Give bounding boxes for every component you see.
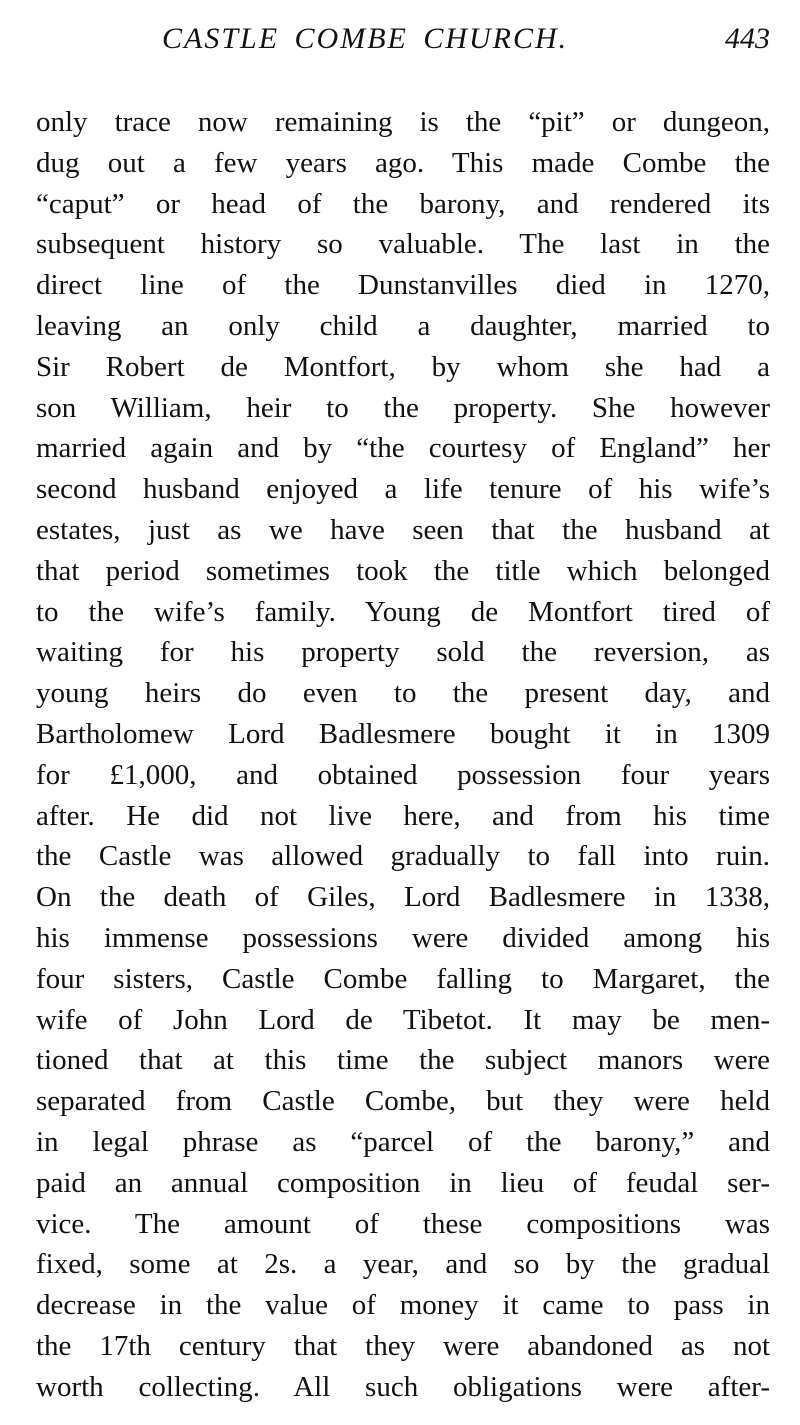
text-line: tioned that at this time the subject manors were xyxy=(36,1044,770,1077)
text-line: only trace now remaining is the “pit” or dungeon, xyxy=(36,106,770,138)
text-line: Bartholomew Lord Badlesmere bought it in 1309 xyxy=(36,717,770,750)
text-line: the 17th century that they were abandoned as not xyxy=(36,1329,770,1362)
text-line: Sir Robert de Montfort, by whom she had a xyxy=(36,350,770,383)
body-text xyxy=(36,102,770,1408)
page-number: 443 xyxy=(725,22,770,55)
text-line: his immense possessions were divided among his xyxy=(36,921,770,954)
text-line: second husband enjoyed a life tenure of his wife’s xyxy=(36,473,770,506)
text-line: vice. The amount of these compositions was xyxy=(36,1207,770,1240)
text-line: wife of John Lord de Tibetot. It may be men- xyxy=(36,1003,770,1036)
text-line: fixed, some at 2s. a year, and so by the gradual xyxy=(36,1248,770,1281)
text-line: that period sometimes took the title which belonged xyxy=(36,554,770,587)
text-line: decrease in the value of money it came to pass in xyxy=(36,1289,770,1322)
text-line: married again and by “the courtesy of England” her xyxy=(36,432,770,465)
text-line: waiting for his property sold the reversion, as xyxy=(36,636,770,669)
text-line: direct line of the Dunstanvilles died in 1270, xyxy=(36,269,770,302)
text-line: “caput” or head of the barony, and rendered its xyxy=(36,187,770,220)
text-line: On the death of Giles, Lord Badlesmere in 1338, xyxy=(36,881,770,914)
running-head-title: CASTLE COMBE CHURCH. xyxy=(162,22,569,55)
text-line: in legal phrase as “parcel of the barony,” and xyxy=(36,1125,770,1158)
running-head xyxy=(36,18,770,62)
text-line: to the wife’s family. Young de Montfort tired of xyxy=(36,595,770,628)
text-line: four sisters, Castle Combe falling to Margaret, the xyxy=(36,962,770,995)
text-line: worth collecting. All such obligations were after- xyxy=(36,1370,770,1403)
text-line: paid an annual composition in lieu of feudal ser- xyxy=(36,1166,770,1199)
text-line: for £1,000, and obtained possession four years xyxy=(36,758,770,791)
text-line: dug out a few years ago. This made Combe the xyxy=(36,146,770,179)
text-line: the Castle was allowed gradually to fall into ruin. xyxy=(36,840,770,873)
text-line: estates, just as we have seen that the husband at xyxy=(36,513,770,546)
text-line: young heirs do even to the present day, and xyxy=(36,677,770,710)
text-line: subsequent history so valuable. The last in the xyxy=(36,228,770,261)
text-line: leaving an only child a daughter, married to xyxy=(36,309,770,342)
text-line: after. He did not live here, and from his time xyxy=(36,799,770,832)
text-line: separated from Castle Combe, but they were held xyxy=(36,1085,770,1118)
text-line: son William, heir to the property. She however xyxy=(36,391,770,424)
